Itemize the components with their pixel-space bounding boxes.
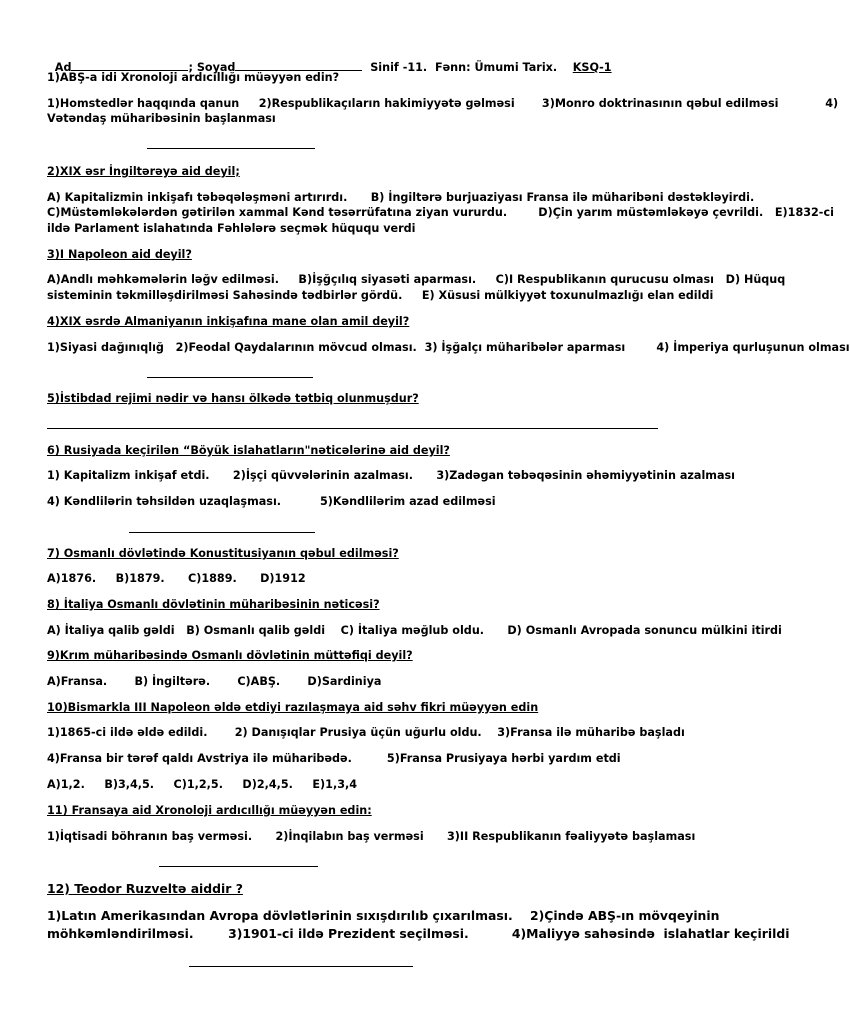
question-10-options-line: 1)1865-ci ildə əldə edildi. 2) Danışıqlar Prusiya üçün uğurlu oldu. 3)Fransa ilə müharibə başladı [47, 726, 685, 739]
question-11-options-line: 1)İqtisadi böhranın baş verməsi. 2)İnqilabın baş verməsi 3)II Respublikanın fəaliyyətə başlaması [47, 830, 696, 843]
question-9-options-line: A)Fransa. B) İngiltərə. C)ABŞ. D)Sardiniya [47, 675, 382, 688]
answer-blank[interactable] [129, 532, 315, 533]
question-10-title: 10)Bismarkla III Napoleon əldə etdiyi razılaşmaya aid səhv fikri müəyyən edin [47, 701, 539, 714]
question-7-options-line: A)1876. B)1879. C)1889. D)1912 [47, 572, 306, 585]
question-2-options-line: C)Müstəmləkələrdən gətirilən xammal Kənd təsərrüfatına ziyan vururdu. D)Çin yarım müstəmləkəyə çevrildi. E)1832-ci [47, 206, 834, 219]
class-subject-info: Sinif -11. Fənn: Ümumi Tarix. [370, 61, 558, 74]
question-2-title: 2)XIX əsr İngiltərəyə aid deyil; [47, 165, 240, 178]
question-10-options-line: A)1,2. B)3,4,5. C)1,2,5. D)2,4,5. E)1,3,4 [47, 778, 358, 791]
question-3-options-line: A)Andlı məhkəmələrin ləğv edilməsi. B)İşğçılıq siyasəti aparması. C)I Respublikanın qurucusu olması D) Hüquq [47, 273, 786, 286]
question-6-title: 6) Rusiyada keçirilən “Böyük islahatların"nəticələrinə aid deyil? [47, 444, 450, 457]
question-12-options-line: möhkəmləndirilməsi. 3)1901-ci ildə Prezident seçilməsi. 4)Maliyyə sahəsində islahatlar keçirildi [47, 926, 790, 941]
question-8-title: 8) İtaliya Osmanlı dövlətinin müharibəsinin nəticəsi? [47, 598, 380, 611]
question-1-title: 1)ABŞ-a idi Xronoloji ardıcıllığı müəyyən edin? [47, 71, 340, 84]
question-6-options-line: 1) Kapitalizm inkişaf etdi. 2)İşçi qüvvələrinin azalması. 3)Zadəgan təbəqəsinin əhəmiyyətinin azalması [47, 469, 735, 482]
question-10-options-line: 4)Fransa bir tərəf qaldı Avstriya ilə müharibədə. 5)Fransa Prusiyaya hərbi yardım etdi [47, 752, 621, 765]
question-12-title: 12) Teodor Ruzveltə aiddir ? [47, 881, 243, 896]
question-6-options-line: 4) Kəndlilərin təhsildən uzaqlaşması. 5)Kəndlilərim azad edilməsi [47, 495, 496, 508]
question-11-title: 11) Fransaya aid Xronoloji ardıcıllığı müəyyən edin: [47, 804, 372, 817]
question-5-title: 5)İstibdad rejimi nədir və hansı ölkədə tətbiq olunmuşdur? [47, 392, 419, 405]
surname-field[interactable] [235, 59, 362, 71]
question-2-options-line: ildə Parlament islahatında Fəhlələrə seçmək hüququ verdi [47, 222, 416, 235]
question-1-options-line: 1)Homstedlər haqqında qanun 2)Respublikaçıların hakimiyyətə gəlməsi 3)Monro doktrinasının qəbul edilməsi 4) [47, 97, 839, 110]
answer-blank[interactable] [159, 866, 318, 867]
question-3-options-line: sisteminin təkmilləşdirilməsi Sahəsində tədbirlər gördü. E) Xüsusi mülkiyyət toxunulmazlığı elan edildi [47, 289, 714, 302]
question-7-title: 7) Osmanlı dövlətində Konustitusiyanın qəbul edilməsi? [47, 547, 399, 560]
surname-label: ; Soyad [188, 61, 236, 74]
question-3-title: 3)I Napoleon aid deyil? [47, 248, 192, 261]
question-4-title: 4)XIX əsrdə Almaniyanın inkişafına mane olan amil deyil? [47, 315, 410, 328]
answer-blank[interactable] [147, 377, 313, 378]
question-1-options-line: Vətəndaş müharibəsinin başlanması [47, 112, 276, 125]
answer-blank[interactable] [189, 966, 413, 967]
question-4-options-line: 1)Siyasi dağınıqlığ 2)Feodal Qaydalarının mövcud olması. 3) İşğalçı müharibələr aparması 4) İmperiya qurluşunun olması [47, 341, 850, 354]
test-code: KSQ-1 [572, 61, 612, 74]
name-label: Ad [54, 61, 72, 74]
question-2-options-line: A) Kapitalizmin inkişafı təbəqələşməni artırırdı. B) İngiltərə burjuaziyası Fransa ilə müharibəni dəstəkləyirdi. [47, 191, 755, 204]
answer-blank[interactable] [147, 148, 315, 149]
answer-blank[interactable] [47, 428, 658, 429]
question-9-title: 9)Krım müharibəsində Osmanlı dövlətinin müttəfiqi deyil? [47, 649, 413, 662]
question-8-options-line: A) İtaliya qalib gəldi B) Osmanlı qalib gəldi C) İtaliya məğlub oldu. D) Osmanlı Avropada sonuncu mülkini itirdi [47, 624, 782, 637]
question-12-options-line: 1)Latın Amerikasından Avropa dövlətlərinin sıxışdırılıb çıxarılması. 2)Çində ABŞ-ın mövqeyinin [47, 908, 720, 923]
name-field[interactable] [71, 59, 188, 71]
